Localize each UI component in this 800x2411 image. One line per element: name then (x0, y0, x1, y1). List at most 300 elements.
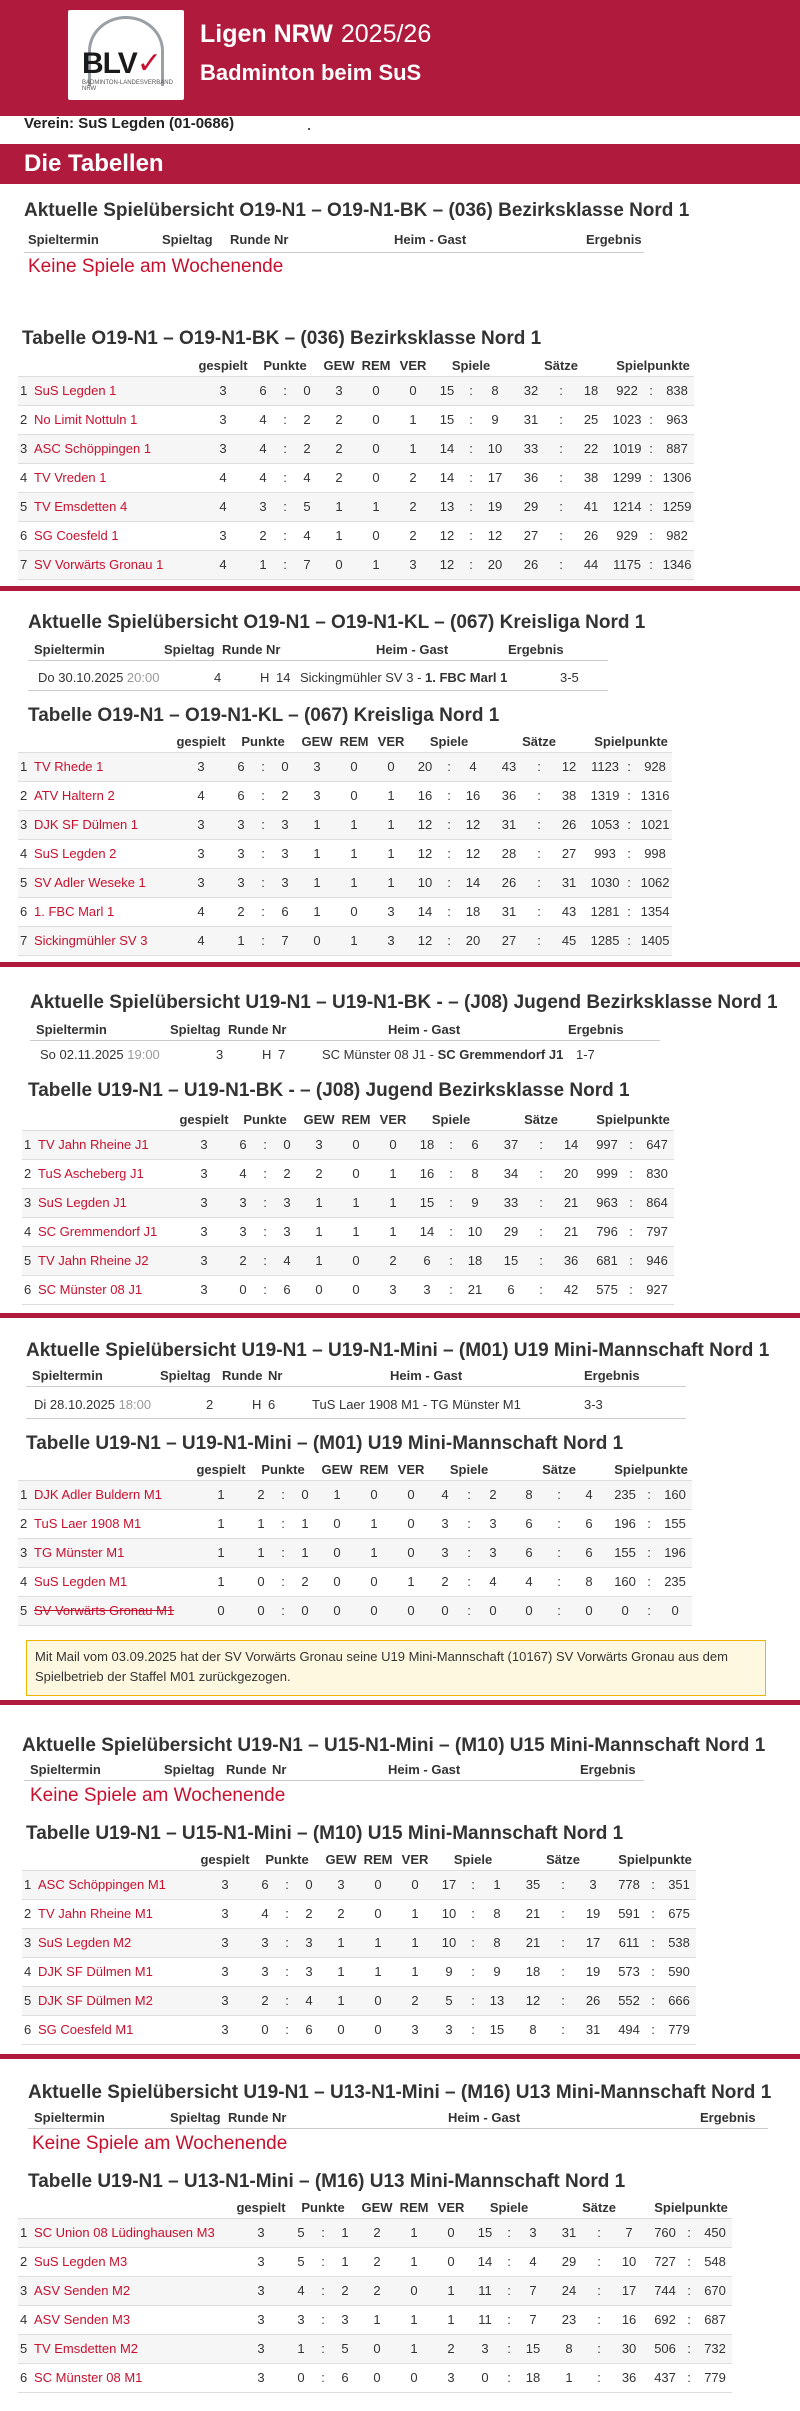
games-lost: 4 (478, 1567, 508, 1596)
sets-won: 21 (512, 1899, 554, 1928)
wins: 2 (358, 2218, 396, 2247)
losses: 3 (372, 926, 410, 955)
sets-lost: 44 (570, 550, 612, 579)
rally-points-won: 999 (592, 1159, 622, 1188)
losses: 2 (394, 521, 432, 550)
game-runde: H (252, 1397, 262, 1412)
games-lost: 17 (480, 463, 510, 492)
losses: 0 (392, 1596, 430, 1625)
team-link[interactable]: TV Rhede 1 (34, 752, 174, 781)
colon: : (462, 521, 480, 550)
losses: 3 (394, 550, 432, 579)
sets-won: 8 (548, 2334, 590, 2363)
rally-points-lost: 670 (698, 2276, 732, 2305)
rally-points-won: 1285 (590, 926, 620, 955)
losses: 1 (374, 1217, 412, 1246)
rally-points-lost: 864 (640, 1188, 674, 1217)
draws: 0 (356, 1567, 392, 1596)
sets-lost: 19 (572, 1899, 614, 1928)
colon: : (642, 434, 660, 463)
wins: 1 (298, 839, 336, 868)
place: 6 (18, 897, 34, 926)
games-lost: 9 (460, 1188, 490, 1217)
header-spieltermin: Spieltermin (34, 2110, 105, 2125)
column-header-ver: VER (399, 358, 427, 374)
points-won: 1 (288, 2334, 314, 2363)
team-link[interactable]: SV Vorwärts Gronau M1 (34, 1596, 194, 1625)
sets-won: 0 (508, 1596, 550, 1625)
colon: : (254, 926, 272, 955)
team-link[interactable]: TuS Ascheberg J1 (38, 1159, 178, 1188)
table-row (18, 2276, 800, 2305)
played: 3 (196, 376, 250, 405)
sets-lost: 27 (548, 839, 590, 868)
played: 0 (194, 1596, 248, 1625)
column-header-gespielt: gespielt (236, 2200, 286, 2216)
place: 1 (22, 1130, 38, 1159)
header-nr: Nr (268, 1368, 283, 1383)
column-header-spiele: Spiele (453, 1852, 493, 1868)
rally-points-won: 573 (614, 1957, 644, 1986)
draws: 0 (360, 1899, 396, 1928)
played: 4 (196, 463, 250, 492)
losses: 1 (392, 1567, 430, 1596)
games-won: 0 (470, 2363, 500, 2392)
team-link[interactable]: SuS Legden J1 (38, 1188, 178, 1217)
colon: : (590, 2276, 608, 2305)
column-header-saetze: Sätze (544, 358, 579, 374)
rally-points-lost: 998 (638, 839, 672, 868)
game-teams: TuS Laer 1908 M1 - TG Münster M1 (312, 1397, 521, 1412)
header-ergebnis: Ergebnis (586, 232, 642, 247)
rally-points-lost: 538 (662, 1928, 696, 1957)
colon: : (500, 2305, 518, 2334)
colon: : (532, 1188, 550, 1217)
games-won: 12 (410, 839, 440, 868)
points-won: 5 (288, 2218, 314, 2247)
games-lost: 9 (482, 1957, 512, 1986)
games-lost: 1 (482, 1870, 512, 1899)
colon: : (622, 1217, 640, 1246)
colon: : (314, 2334, 332, 2363)
sets-won: 28 (488, 839, 530, 868)
points-won: 1 (248, 1509, 274, 1538)
played: 3 (234, 2247, 288, 2276)
colon: : (640, 1567, 658, 1596)
sets-lost: 26 (570, 521, 612, 550)
colon: : (530, 810, 548, 839)
colon: : (620, 810, 638, 839)
colon: : (500, 2334, 518, 2363)
column-header-gespielt: gespielt (179, 1112, 229, 1128)
sets-lost: 31 (572, 2015, 614, 2044)
colon: : (256, 1130, 274, 1159)
table-row (18, 550, 800, 579)
points-won: 4 (250, 463, 276, 492)
colon: : (530, 868, 548, 897)
column-header-spielpunkte: Spielpunkte (654, 2200, 728, 2216)
draws: 1 (360, 1957, 396, 1986)
column-header-gew: GEW (303, 1112, 335, 1128)
column-header-team (18, 356, 196, 376)
column-header-saetze: Sätze (582, 2200, 617, 2216)
losses: 3 (396, 2015, 434, 2044)
rally-points-won: 1053 (590, 810, 620, 839)
colon: : (274, 1538, 292, 1567)
logo-caption: BADMINTON-LANDESVERBAND NRW (82, 80, 173, 92)
wins: 2 (320, 463, 358, 492)
team-link[interactable]: TV Jahn Rheine J2 (38, 1246, 178, 1275)
place: 5 (18, 868, 34, 897)
team-link[interactable]: SuS Legden M2 (38, 1928, 198, 1957)
column-header-saetze: Sätze (522, 734, 557, 750)
table-title: Tabelle U19-N1 – U13-N1-Mini – (M16) U13 Mini-Mannschaft Nord 1 (28, 2171, 626, 2192)
colon: : (440, 810, 458, 839)
wins: 2 (320, 434, 358, 463)
wins: 1 (318, 1480, 356, 1509)
table-row (22, 1986, 800, 2015)
wins: 2 (358, 2276, 396, 2305)
sets-won: 33 (510, 434, 552, 463)
column-header-gew: GEW (301, 734, 333, 750)
team-link[interactable]: SC Münster 08 J1 (38, 1275, 178, 1304)
table-row (18, 1480, 800, 1509)
losses: 1 (374, 1188, 412, 1217)
colon: : (590, 2218, 608, 2247)
colon: : (460, 1509, 478, 1538)
column-header-punkte: Punkte (241, 734, 285, 750)
header-ergebnis: Ergebnis (568, 1022, 624, 1037)
table-title: Tabelle O19-N1 – O19-N1-BK – (036) Bezirksklasse Nord 1 (22, 328, 542, 349)
table-row (18, 839, 782, 868)
rally-points-lost: 160 (658, 1480, 692, 1509)
colon: : (440, 781, 458, 810)
losses: 1 (396, 1928, 434, 1957)
withdrawal-notice: Mit Mail vom 03.09.2025 hat der SV Vorwärts Gronau seine U19 Mini-Mannschaft (10167) SV Vorwärts Gronau aus dem Spielbetrieb der Staffel M01 zurückgezogen. (26, 1640, 766, 1696)
team-link[interactable]: ASV Senden M2 (34, 2276, 234, 2305)
draws: 0 (338, 1246, 374, 1275)
wins: 0 (298, 926, 336, 955)
place: 6 (18, 521, 34, 550)
rally-points-lost: 196 (658, 1538, 692, 1567)
divider (30, 1040, 660, 1041)
colon: : (680, 2305, 698, 2334)
sets-won: 31 (548, 2218, 590, 2247)
rally-points-lost: 1354 (638, 897, 672, 926)
losses: 1 (372, 839, 410, 868)
colon: : (440, 839, 458, 868)
team-link[interactable]: 1. FBC Marl 1 (34, 897, 174, 926)
games-lost: 16 (458, 781, 488, 810)
played: 4 (174, 781, 228, 810)
rally-points-won: 993 (590, 839, 620, 868)
divider (24, 252, 644, 253)
rally-points-won: 1030 (590, 868, 620, 897)
team-link[interactable]: TV Jahn Rheine J1 (38, 1130, 178, 1159)
column-header-gew: GEW (361, 2200, 393, 2216)
sets-lost: 0 (568, 1596, 610, 1625)
played: 3 (178, 1217, 230, 1246)
games-won: 18 (412, 1130, 442, 1159)
team-link[interactable]: TV Jahn Rheine M1 (38, 1899, 198, 1928)
place: 7 (18, 550, 34, 579)
column-header-rem: REM (399, 2200, 429, 2216)
team-link[interactable]: DJK SF Dülmen M1 (38, 1957, 198, 1986)
team-link[interactable]: SG Coesfeld M1 (38, 2015, 198, 2044)
team-link[interactable]: SV Vorwärts Gronau 1 (34, 550, 196, 579)
rally-points-won: 1281 (590, 897, 620, 926)
sets-lost: 12 (548, 752, 590, 781)
rally-points-won: 1023 (612, 405, 642, 434)
played: 3 (174, 810, 228, 839)
colon: : (620, 868, 638, 897)
colon: : (532, 1217, 550, 1246)
table-row (18, 434, 800, 463)
losses: 0 (372, 752, 410, 781)
column-header-ver: VER (377, 734, 405, 750)
losses: 0 (432, 2218, 470, 2247)
draws: 0 (396, 2363, 432, 2392)
table-row (18, 2218, 800, 2247)
team-link[interactable]: TV Vreden 1 (34, 463, 196, 492)
points-won: 1 (250, 550, 276, 579)
sets-won: 26 (510, 550, 552, 579)
team-link[interactable]: SC Union 08 Lüdinghausen M3 (34, 2218, 234, 2247)
rally-points-won: 727 (650, 2247, 680, 2276)
sets-lost: 21 (550, 1217, 592, 1246)
games-won: 16 (410, 781, 440, 810)
colon: : (620, 839, 638, 868)
wins: 1 (322, 1928, 360, 1957)
team-link[interactable]: TV Emsdetten 4 (34, 492, 196, 521)
points-lost: 4 (294, 463, 320, 492)
team-link[interactable]: ATV Haltern 2 (34, 781, 174, 810)
table-title: Tabelle U19-N1 – U15-N1-Mini – (M10) U15 Mini-Mannschaft Nord 1 (26, 1823, 624, 1844)
games-won: 6 (412, 1246, 442, 1275)
header-heim-gast: Heim - Gast (376, 642, 449, 657)
team-link[interactable]: DJK SF Dülmen 1 (34, 810, 174, 839)
games-won: 12 (432, 550, 462, 579)
sets-won: 29 (490, 1217, 532, 1246)
points-lost: 5 (332, 2334, 358, 2363)
table-title: Tabelle U19-N1 – U19-N1-Mini – (M01) U19 Mini-Mannschaft Nord 1 (26, 1433, 624, 1454)
draws: 0 (358, 521, 394, 550)
table-row (22, 1246, 784, 1275)
team-link[interactable]: ASC Schöppingen M1 (38, 1870, 198, 1899)
place: 1 (18, 376, 34, 405)
team-link[interactable]: TV Emsdetten M2 (34, 2334, 234, 2363)
blv-logo[interactable] (68, 10, 184, 100)
header-spieltermin: Spieltermin (36, 1022, 107, 1037)
games-won: 9 (434, 1957, 464, 1986)
standings-table (22, 1850, 800, 2045)
games-lost: 6 (460, 1130, 490, 1159)
sets-won: 27 (488, 926, 530, 955)
team-link[interactable]: DJK SF Dülmen M2 (38, 1986, 198, 2015)
points-lost: 2 (332, 2276, 358, 2305)
place: 1 (22, 1870, 38, 1899)
team-link[interactable]: TG Münster M1 (34, 1538, 194, 1567)
game-nr: 6 (268, 1397, 276, 1412)
game-date: Do 30.10.2025 20:00 (38, 670, 160, 685)
place: 4 (18, 839, 34, 868)
team-link[interactable]: SuS Legden M1 (34, 1567, 194, 1596)
points-won: 0 (248, 1596, 274, 1625)
rally-points-won: 1319 (590, 781, 620, 810)
table-row (22, 1870, 800, 1899)
colon: : (254, 868, 272, 897)
draws: 0 (360, 1986, 396, 2015)
losses: 1 (396, 1899, 434, 1928)
points-lost: 6 (296, 2015, 322, 2044)
header-runde: Runde (222, 642, 263, 657)
team-link[interactable]: SG Coesfeld 1 (34, 521, 196, 550)
games-lost: 2 (478, 1480, 508, 1509)
overview-title: Aktuelle Spielübersicht U19-N1 – U19-N1-BK - – (J08) Jugend Bezirksklasse Nord 1 (30, 992, 778, 1013)
rally-points-lost: 1062 (638, 868, 672, 897)
points-lost: 2 (296, 1899, 322, 1928)
game-result: 3-3 (584, 1397, 603, 1412)
table-row (18, 2363, 800, 2392)
rally-points-lost: 450 (698, 2218, 732, 2247)
played: 3 (234, 2305, 288, 2334)
points-lost: 4 (274, 1246, 300, 1275)
colon: : (276, 376, 294, 405)
sets-won: 29 (548, 2247, 590, 2276)
sets-lost: 6 (568, 1509, 610, 1538)
games-lost: 9 (480, 405, 510, 434)
colon: : (532, 1275, 550, 1304)
place: 2 (18, 405, 34, 434)
header-nr: Nr (272, 1762, 287, 1777)
rally-points-lost: 1259 (660, 492, 694, 521)
games-lost: 12 (458, 839, 488, 868)
points-won: 2 (230, 1246, 256, 1275)
points-won: 5 (288, 2247, 314, 2276)
table-row (18, 1567, 800, 1596)
sets-won: 43 (488, 752, 530, 781)
place: 2 (18, 1509, 34, 1538)
colon: : (460, 1480, 478, 1509)
points-won: 1 (228, 926, 254, 955)
team-link[interactable]: SC Gremmendorf J1 (38, 1217, 178, 1246)
team-link[interactable]: SuS Legden 2 (34, 839, 174, 868)
draws: 0 (358, 434, 394, 463)
points-won: 2 (248, 1480, 274, 1509)
team-link[interactable]: ASV Senden M3 (34, 2305, 234, 2334)
points-lost: 2 (274, 1159, 300, 1188)
points-won: 2 (252, 1986, 278, 2015)
header-heim-gast: Heim - Gast (448, 2110, 521, 2125)
games-lost: 8 (480, 376, 510, 405)
sets-won: 6 (508, 1509, 550, 1538)
losses: 2 (394, 492, 432, 521)
colon: : (274, 1480, 292, 1509)
rally-points-lost: 666 (662, 1986, 696, 2015)
game-teams: SC Münster 08 J1 - SC Gremmendorf J1 (322, 1047, 564, 1062)
colon: : (680, 2276, 698, 2305)
colon: : (680, 2247, 698, 2276)
points-won: 3 (288, 2305, 314, 2334)
played: 3 (234, 2334, 288, 2363)
games-won: 10 (434, 1928, 464, 1957)
team-link[interactable]: No Limit Nottuln 1 (34, 405, 196, 434)
wins: 0 (300, 1275, 338, 1304)
season-label: 2025/26 (340, 20, 432, 48)
points-won: 2 (250, 521, 276, 550)
place: 4 (18, 2305, 34, 2334)
colon: : (254, 781, 272, 810)
rally-points-lost: 830 (640, 1159, 674, 1188)
wins: 1 (298, 897, 336, 926)
column-header-saetze: Sätze (524, 1112, 559, 1128)
games-won: 15 (432, 405, 462, 434)
colon: : (620, 752, 638, 781)
points-lost: 4 (296, 1986, 322, 2015)
points-lost: 3 (274, 1188, 300, 1217)
table-row (22, 1275, 784, 1304)
standings-table (22, 1110, 784, 1305)
rally-points-won: 494 (614, 2015, 644, 2044)
table-row (18, 926, 782, 955)
team-link[interactable]: SC Münster 08 M1 (34, 2363, 234, 2392)
team-link[interactable]: ASC Schöppingen 1 (34, 434, 196, 463)
game-spieltag: 2 (206, 1397, 214, 1412)
losses: 3 (432, 2363, 470, 2392)
sets-lost: 17 (572, 1928, 614, 1957)
played: 3 (174, 868, 228, 897)
overview-title: Aktuelle Spielübersicht U19-N1 – U13-N1-Mini – (M16) U13 Mini-Mannschaft Nord 1 (28, 2082, 772, 2103)
team-link[interactable]: SuS Legden M3 (34, 2247, 234, 2276)
played: 3 (198, 2015, 252, 2044)
sets-lost: 21 (550, 1188, 592, 1217)
played: 1 (194, 1509, 248, 1538)
logo-text: BLV✓ (82, 47, 161, 80)
games-lost: 4 (458, 752, 488, 781)
team-link[interactable]: SV Adler Weseke 1 (34, 868, 174, 897)
team-link[interactable]: DJK Adler Buldern M1 (34, 1480, 194, 1509)
overview-title: Aktuelle Spielübersicht O19-N1 – O19-N1-BK – (036) Bezirksklasse Nord 1 (24, 200, 690, 221)
sets-won: 6 (508, 1538, 550, 1567)
colon: : (552, 550, 570, 579)
team-link[interactable]: Sickingmühler SV 3 (34, 926, 174, 955)
colon: : (642, 405, 660, 434)
colon: : (500, 2363, 518, 2392)
game-runde: H (262, 1047, 272, 1062)
draws: 1 (356, 1538, 392, 1567)
colon: : (256, 1217, 274, 1246)
rally-points-lost: 927 (640, 1275, 674, 1304)
colon: : (256, 1188, 274, 1217)
team-link[interactable]: SuS Legden 1 (34, 376, 196, 405)
header-nr: Nr (272, 1022, 287, 1037)
sets-lost: 20 (550, 1159, 592, 1188)
sets-won: 26 (488, 868, 530, 897)
team-link[interactable]: TuS Laer 1908 M1 (34, 1509, 194, 1538)
header-runde: Runde (228, 1022, 269, 1037)
column-header-team (22, 1110, 178, 1130)
points-won: 0 (248, 1567, 274, 1596)
games-lost: 13 (482, 1986, 512, 2015)
games-won: 13 (432, 492, 462, 521)
points-lost: 5 (294, 492, 320, 521)
colon: : (460, 1596, 478, 1625)
losses: 0 (432, 2247, 470, 2276)
colon: : (644, 2015, 662, 2044)
sets-lost: 38 (548, 781, 590, 810)
points-won: 6 (228, 781, 254, 810)
wins: 1 (298, 868, 336, 897)
